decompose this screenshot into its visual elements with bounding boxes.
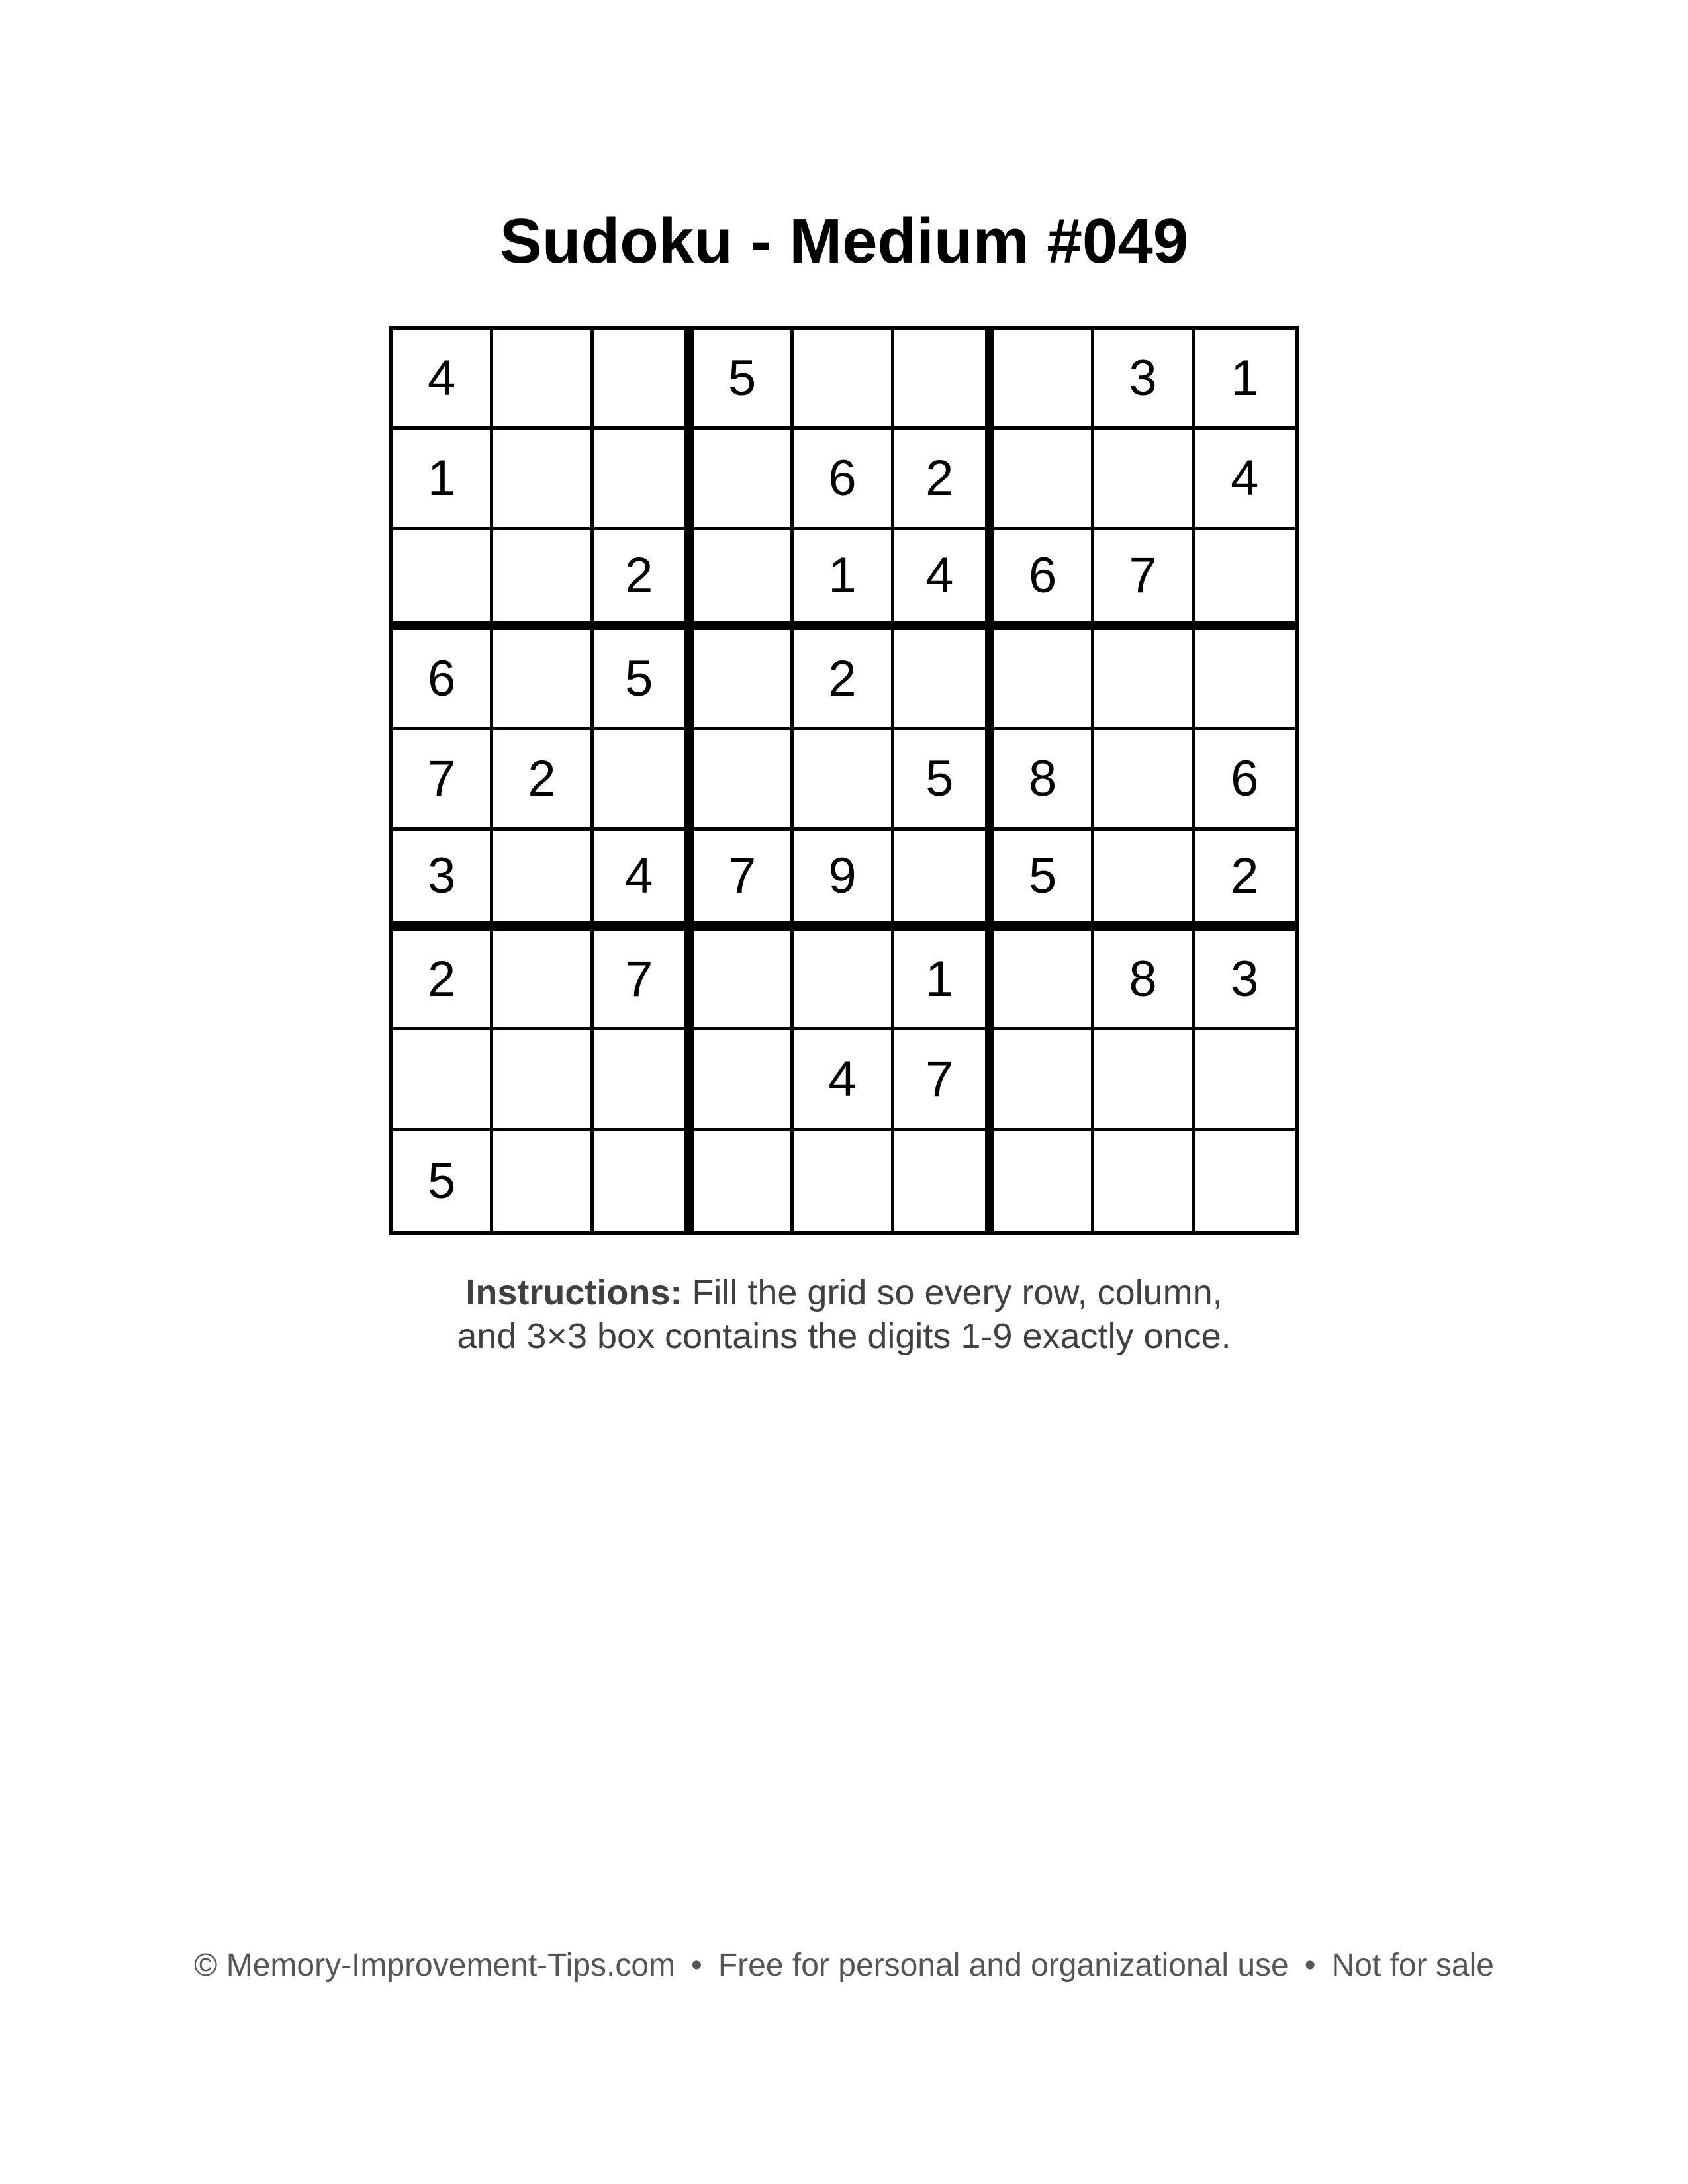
sudoku-cell-r3-c9[interactable]: [1195, 530, 1295, 630]
sudoku-cell-r4-c4[interactable]: [694, 630, 794, 730]
sudoku-cell-r8-c9[interactable]: [1195, 1030, 1295, 1130]
sudoku-cell-r5-c8[interactable]: [1094, 730, 1194, 830]
sudoku-cell-r1-c7[interactable]: [994, 330, 1094, 430]
sudoku-cell-r7-c4[interactable]: [694, 931, 794, 1030]
footer-sale: Not for sale: [1331, 1948, 1494, 1983]
sudoku-cell-r7-c9: 3: [1195, 931, 1295, 1030]
sudoku-cell-r3-c7: 6: [994, 530, 1094, 630]
sudoku-cell-r3-c1[interactable]: [393, 530, 493, 630]
instructions-lead: Instructions:: [465, 1273, 682, 1312]
sudoku-cell-r2-c9: 4: [1195, 430, 1295, 529]
footer: [0, 1946, 1688, 1985]
sudoku-cell-r8-c2[interactable]: [493, 1030, 593, 1130]
sudoku-cell-r5-c7: 8: [994, 730, 1094, 830]
sudoku-cell-r9-c5[interactable]: [794, 1131, 894, 1231]
sudoku-cell-r4-c5: 2: [794, 630, 894, 730]
instructions: [0, 1271, 1688, 1358]
sudoku-cell-r6-c5: 9: [794, 831, 894, 931]
sudoku-cell-r9-c2[interactable]: [493, 1131, 593, 1231]
sudoku-cell-r2-c6: 2: [894, 430, 994, 529]
sudoku-cell-r6-c2[interactable]: [493, 831, 593, 931]
sudoku-cell-r6-c7: 5: [994, 831, 1094, 931]
sudoku-cell-r2-c2[interactable]: [493, 430, 593, 529]
sudoku-cell-r3-c6: 4: [894, 530, 994, 630]
sudoku-cell-r9-c1: 5: [393, 1131, 493, 1231]
sudoku-cell-r8-c3[interactable]: [594, 1030, 694, 1130]
sudoku-cell-r7-c7[interactable]: [994, 931, 1094, 1030]
sudoku-cell-r2-c1: 1: [393, 430, 493, 529]
page-title: Sudoku - Medium #049: [499, 206, 1189, 277]
sudoku-cell-r9-c6[interactable]: [894, 1131, 994, 1231]
sudoku-cell-r5-c1: 7: [393, 730, 493, 830]
sudoku-cell-r4-c2[interactable]: [493, 630, 593, 730]
sudoku-cell-r6-c3: 4: [594, 831, 694, 931]
sudoku-cell-r3-c8: 7: [1094, 530, 1194, 630]
sudoku-cell-r1-c8: 3: [1094, 330, 1194, 430]
sudoku-cell-r1-c3[interactable]: [594, 330, 694, 430]
sudoku-cell-r4-c9[interactable]: [1195, 630, 1295, 730]
sudoku-cell-r1-c1: 4: [393, 330, 493, 430]
sudoku-cell-r7-c8: 8: [1094, 931, 1194, 1030]
sudoku-cell-r3-c5: 1: [794, 530, 894, 630]
sudoku-cell-r6-c1: 3: [393, 831, 493, 931]
sudoku-cell-r5-c2: 2: [493, 730, 593, 830]
footer-copyright: © Memory-Improvement-Tips.com: [194, 1948, 676, 1983]
sudoku-cell-r7-c2[interactable]: [493, 931, 593, 1030]
footer-usage: Free for personal and organizational use: [718, 1948, 1289, 1983]
sudoku-cell-r9-c9[interactable]: [1195, 1131, 1295, 1231]
sudoku-cell-r1-c6[interactable]: [894, 330, 994, 430]
sudoku-cell-r6-c8[interactable]: [1094, 831, 1194, 931]
sudoku-cell-r2-c7[interactable]: [994, 430, 1094, 529]
sudoku-cell-r1-c5[interactable]: [794, 330, 894, 430]
sudoku-cell-r1-c4: 5: [694, 330, 794, 430]
instructions-line-2: and 3×3 box contains the digits 1-9 exactly once.: [457, 1316, 1231, 1356]
sudoku-cell-r5-c4[interactable]: [694, 730, 794, 830]
sudoku-cell-r9-c8[interactable]: [1094, 1131, 1194, 1231]
sudoku-cell-r2-c8[interactable]: [1094, 430, 1194, 529]
sudoku-cell-r2-c5: 6: [794, 430, 894, 529]
sudoku-cell-r8-c4[interactable]: [694, 1030, 794, 1130]
sudoku-cell-r7-c1: 2: [393, 931, 493, 1030]
sudoku-cell-r9-c7[interactable]: [994, 1131, 1094, 1231]
sudoku-cell-r3-c4[interactable]: [694, 530, 794, 630]
sudoku-cell-r1-c2[interactable]: [493, 330, 593, 430]
sudoku-cell-r3-c2[interactable]: [493, 530, 593, 630]
sudoku-cell-r6-c9: 2: [1195, 831, 1295, 931]
sudoku-cell-r5-c9: 6: [1195, 730, 1295, 830]
sudoku-cell-r4-c6[interactable]: [894, 630, 994, 730]
sudoku-cell-r4-c7[interactable]: [994, 630, 1094, 730]
sudoku-cell-r4-c3: 5: [594, 630, 694, 730]
sudoku-cell-r3-c3: 2: [594, 530, 694, 630]
sudoku-cell-r7-c6: 1: [894, 931, 994, 1030]
sudoku-cell-r7-c3: 7: [594, 931, 694, 1030]
sudoku-cell-r7-c5[interactable]: [794, 931, 894, 1030]
sudoku-cell-r4-c1: 6: [393, 630, 493, 730]
sudoku-grid: [389, 326, 1299, 1235]
sudoku-cell-r5-c5[interactable]: [794, 730, 894, 830]
instructions-line-1: Fill the grid so every row, column,: [692, 1273, 1223, 1312]
sudoku-cell-r8-c6: 7: [894, 1030, 994, 1130]
sudoku-cell-r8-c5: 4: [794, 1030, 894, 1130]
sudoku-cell-r8-c8[interactable]: [1094, 1030, 1194, 1130]
sudoku-cell-r2-c4[interactable]: [694, 430, 794, 529]
sudoku-cell-r9-c4[interactable]: [694, 1131, 794, 1231]
sudoku-cell-r1-c9: 1: [1195, 330, 1295, 430]
sudoku-cell-r8-c7[interactable]: [994, 1030, 1094, 1130]
footer-separator: •: [691, 1948, 702, 1983]
sudoku-cell-r5-c6: 5: [894, 730, 994, 830]
sudoku-cell-r4-c8[interactable]: [1094, 630, 1194, 730]
sudoku-cell-r2-c3[interactable]: [594, 430, 694, 529]
sudoku-cell-r5-c3[interactable]: [594, 730, 694, 830]
sudoku-cell-r9-c3[interactable]: [594, 1131, 694, 1231]
sudoku-cell-r6-c4: 7: [694, 831, 794, 931]
sudoku-cell-r8-c1[interactable]: [393, 1030, 493, 1130]
footer-separator: •: [1304, 1948, 1316, 1983]
sudoku-cell-r6-c6[interactable]: [894, 831, 994, 931]
